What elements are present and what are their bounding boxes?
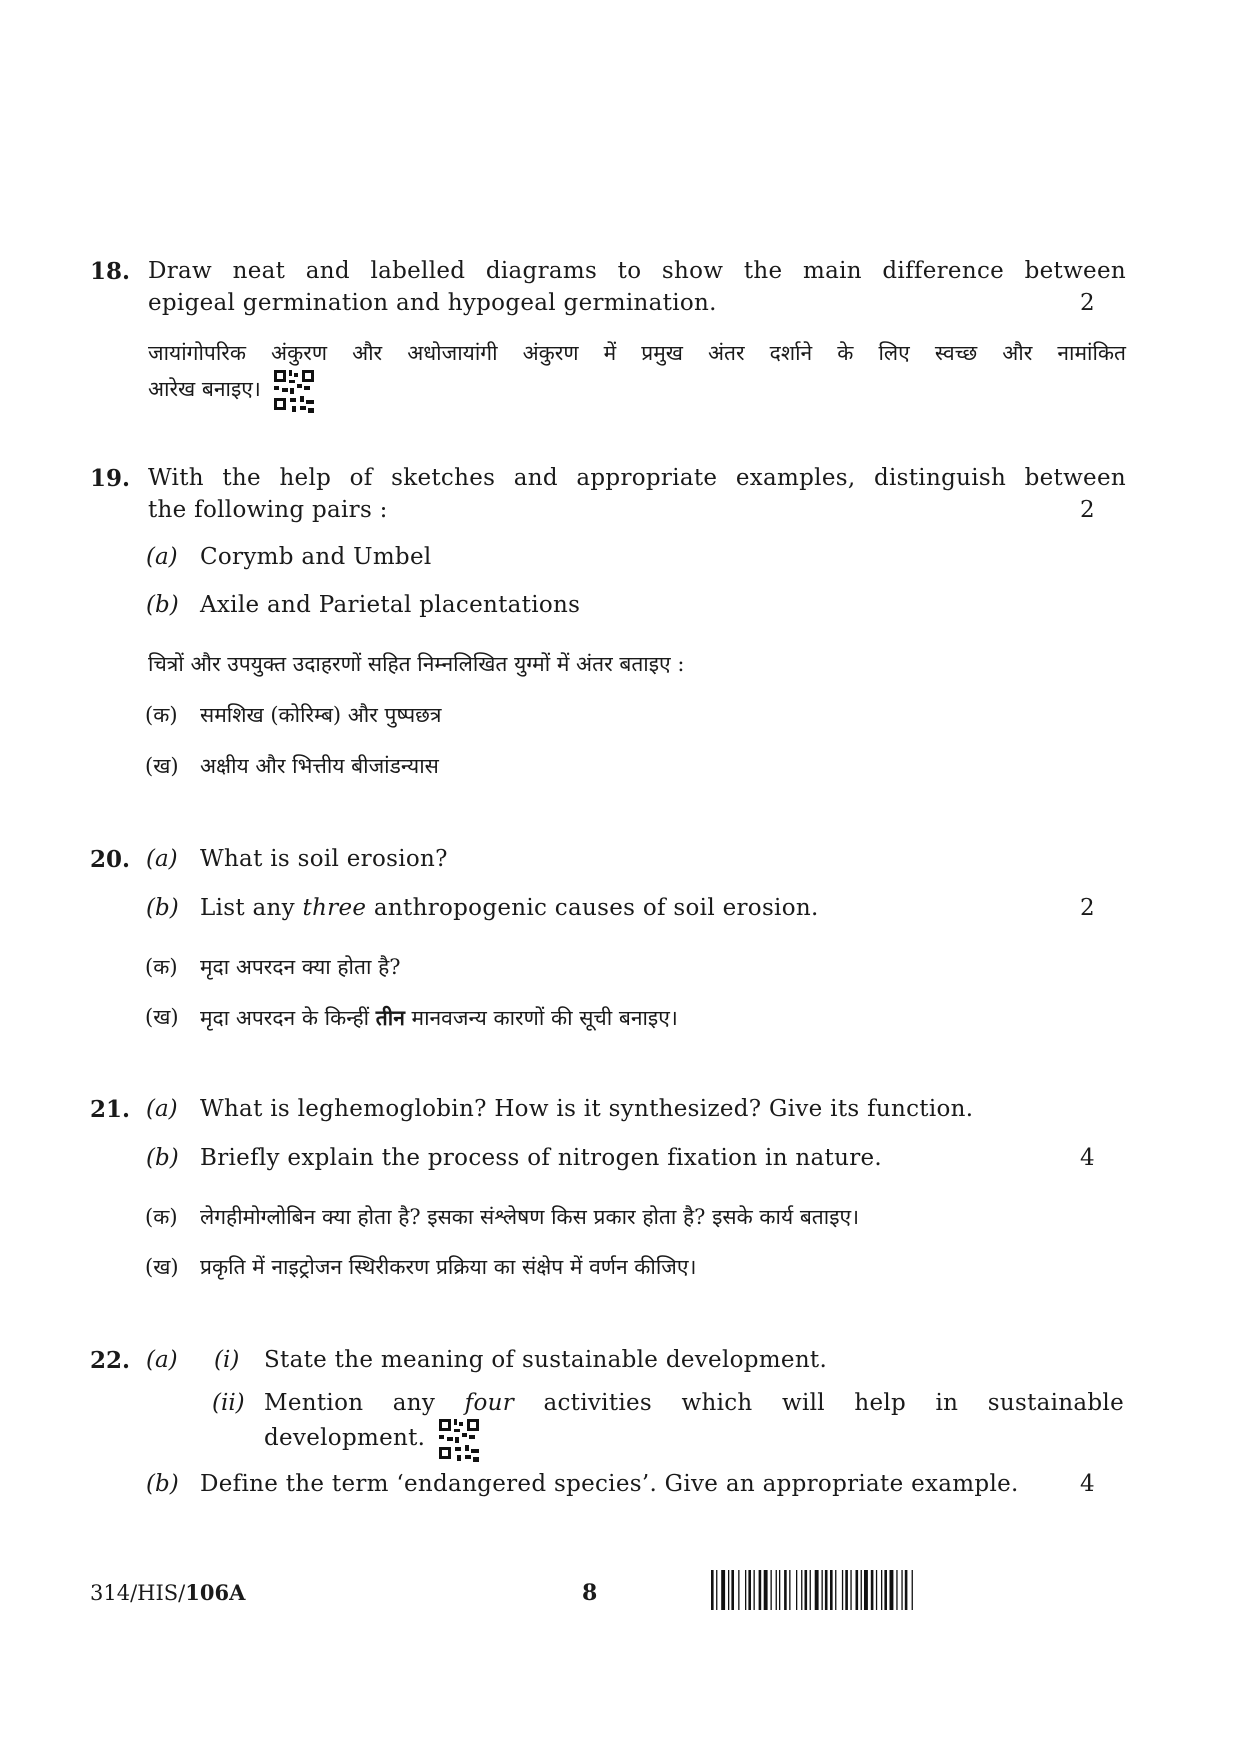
paper-code-prefix: 314/HIS/	[90, 1581, 186, 1605]
hindi-text-part: मानवजन्य कारणों की सूची बनाइए।	[404, 1006, 678, 1030]
sub-option-label: (ii)	[212, 1390, 245, 1416]
hindi-question-line: चित्रों और उपयुक्त उदाहरणों सहित निम्नलिखित युग्मों में अंतर बताइए :	[148, 652, 685, 676]
marks: 4	[1080, 1145, 1095, 1171]
sub-option-text-part: Mention any	[264, 1390, 465, 1416]
option-label: (a)	[146, 846, 178, 872]
option-text: Axile and Parietal placentations	[200, 592, 581, 618]
option-label: (b)	[146, 1145, 179, 1171]
option-label: (b)	[146, 1471, 179, 1497]
option-label: (a)	[146, 544, 178, 570]
hindi-question-line: जायांगोपरिक अंकुरण और अधोजायांगी अंकुरण में प्रमुख अंतर दर्शाने के लिए स्वच्छ और नामांकित	[148, 341, 1126, 365]
question-number: 22.	[90, 1347, 131, 1374]
hindi-option-label: (ख)	[145, 754, 179, 778]
hindi-option-label: (क)	[145, 955, 178, 979]
option-text	[200, 892, 1130, 925]
option-text: What is leghemoglobin? How is it synthesized? Give its function.	[200, 1096, 974, 1122]
qr-code-icon	[439, 1419, 479, 1473]
question-number: 18.	[90, 258, 131, 285]
option-label: (b)	[146, 895, 179, 921]
paper-code	[90, 1578, 245, 1608]
hindi-option-text: लेगहीमोग्लोबिन क्या होता है? इसका संश्लेषण किस प्रकार होता है? इसके कार्य बताइए।	[200, 1205, 860, 1229]
barcode-icon	[711, 1570, 991, 1614]
question-text-line: Draw neat and labelled diagrams to show the main difference between	[148, 258, 1126, 284]
hindi-option-text	[200, 1001, 1130, 1035]
sub-option-text-emphasis: four	[464, 1390, 515, 1416]
question-text-line: the following pairs :	[148, 497, 388, 523]
marks: 2	[1080, 290, 1095, 316]
option-text: Define the term ‘endangered species’. Give an appropriate example.	[200, 1471, 1019, 1497]
sub-option-text-part: activities which will help in sustainable	[514, 1390, 1124, 1416]
option-label: (b)	[146, 592, 179, 618]
question-number: 19.	[90, 465, 131, 492]
page-number: 8	[582, 1580, 598, 1606]
option-label: (a)	[146, 1347, 178, 1373]
option-text-part: List any	[200, 895, 303, 921]
hindi-option-text: अक्षीय और भित्तीय बीजांडन्यास	[200, 754, 439, 778]
sub-option-label: (i)	[214, 1347, 240, 1373]
option-text: What is soil erosion?	[200, 846, 448, 872]
marks: 4	[1080, 1471, 1095, 1497]
hindi-option-label: (क)	[145, 1205, 178, 1229]
sub-option-text	[264, 1387, 1124, 1420]
hindi-text-bold: तीन	[375, 1005, 405, 1030]
option-text-emphasis: three	[302, 895, 367, 921]
option-text: Corymb and Umbel	[200, 544, 432, 570]
sub-option-text-line-2	[264, 1419, 1124, 1473]
question-text-line: With the help of sketches and appropriate examples, distinguish between	[148, 465, 1126, 491]
hindi-option-text: मृदा अपरदन क्या होता है?	[200, 955, 401, 979]
question-number: 20.	[90, 846, 131, 873]
question-text-line: epigeal germination and hypogeal germination.	[148, 290, 717, 316]
marks: 2	[1080, 895, 1095, 921]
option-label: (a)	[146, 1096, 178, 1122]
hindi-text-part: मृदा अपरदन के किन्हीं	[200, 1006, 376, 1030]
option-text-part: anthropogenic causes of soil erosion.	[366, 895, 819, 921]
hindi-option-label: (क)	[145, 703, 178, 727]
hindi-option-label: (ख)	[145, 1005, 179, 1029]
paper-code-bold: 106A	[185, 1580, 246, 1605]
qr-code-icon	[274, 370, 314, 424]
sub-option-text: State the meaning of sustainable development.	[264, 1347, 828, 1373]
option-text: Briefly explain the process of nitrogen fixation in nature.	[200, 1145, 883, 1171]
sub-option-text-part: development.	[264, 1425, 426, 1451]
hindi-option-label: (ख)	[145, 1255, 179, 1279]
marks: 2	[1080, 497, 1095, 523]
hindi-question-line-2	[148, 370, 1126, 424]
hindi-question-text: आरेख बनाइए।	[148, 377, 261, 401]
hindi-option-text: प्रकृति में नाइट्रोजन स्थिरीकरण प्रक्रिया का संक्षेप में वर्णन कीजिए।	[200, 1255, 697, 1279]
hindi-option-text: समशिख (कोरिम्ब) और पुष्पछत्र	[200, 703, 442, 727]
question-number: 21.	[90, 1096, 131, 1123]
